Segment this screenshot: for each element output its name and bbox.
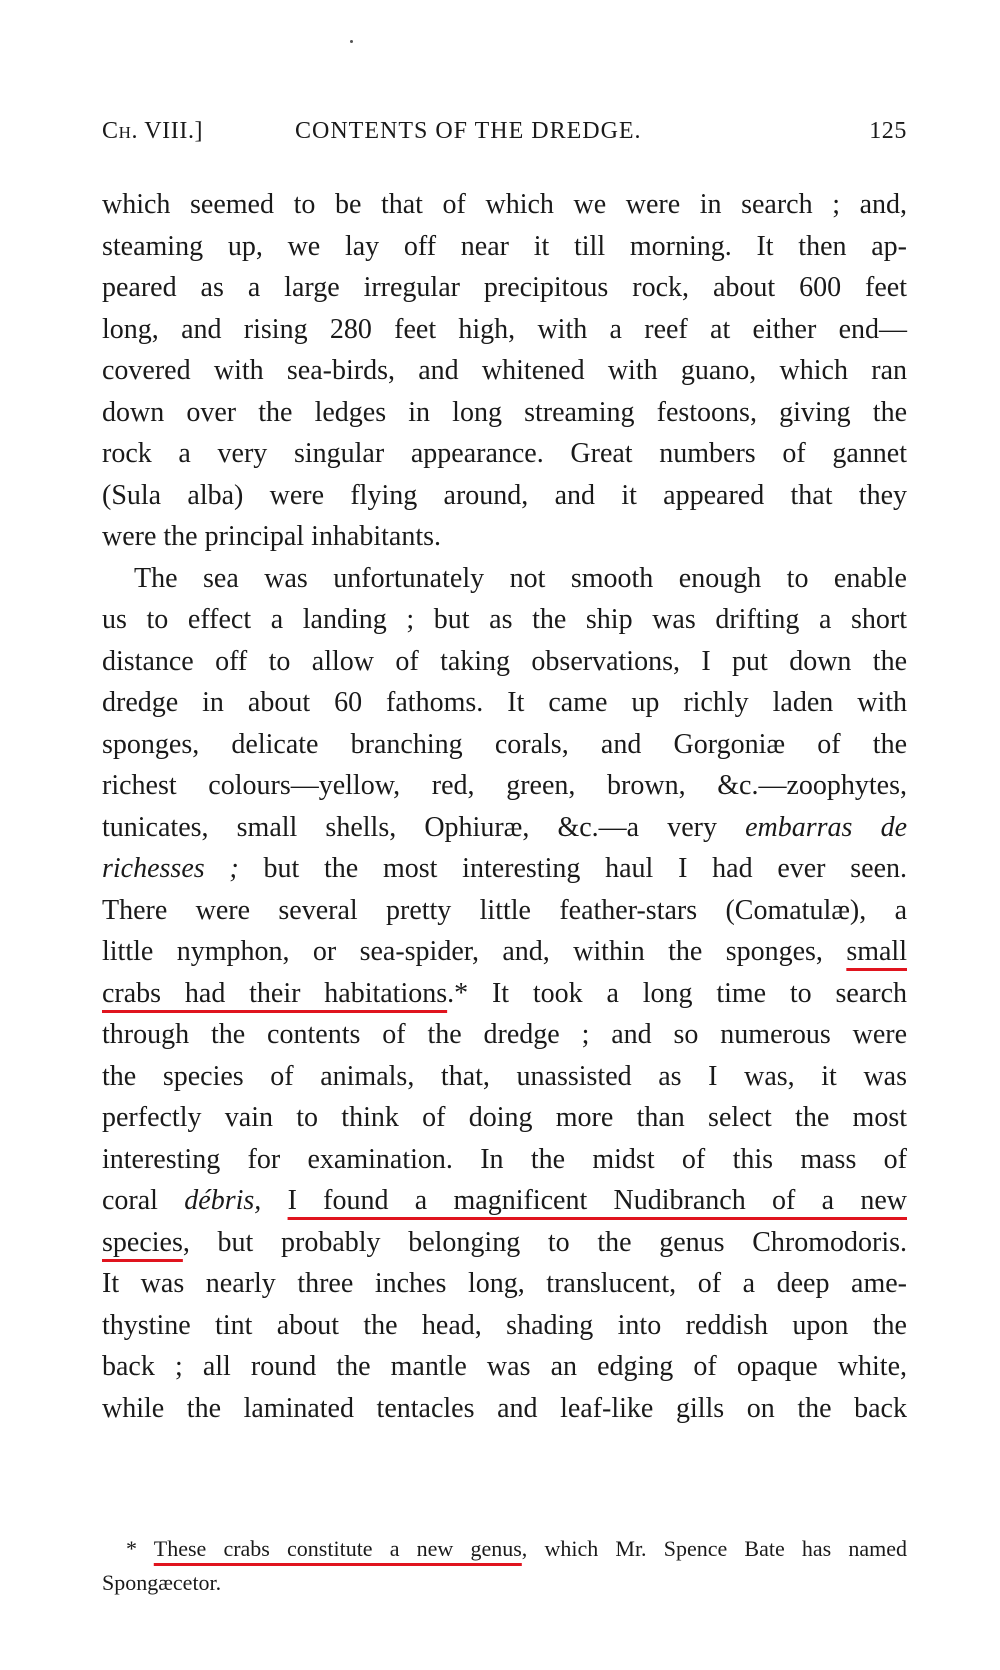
text-segment: little nymphon, or sea-spider, and, within the sponges, <box>102 936 847 967</box>
text-segment: , but probably belonging to the genus Chromodoris. <box>182 1226 907 1258</box>
text-segment: There were several pretty little feather-stars (Comatulæ), a <box>102 894 907 926</box>
text-segment: rock a very singular appearance. Great numbers of gannet <box>102 438 907 469</box>
text-line <box>102 183 907 227</box>
underlined-phrase: small <box>846 936 907 967</box>
text-line <box>102 349 907 393</box>
page-number: 125 <box>869 118 907 144</box>
text-segment: Spongæcetor. <box>102 1570 222 1595</box>
underlined-phrase: These crabs constitute a new genus <box>153 1536 522 1561</box>
text-segment: It was nearly three inches long, translucent, of a deep ame- <box>102 1268 907 1299</box>
text-segment: while the laminated tentacles and leaf-like gills on the back <box>102 1392 907 1424</box>
text-line <box>102 1221 907 1265</box>
text-line <box>102 847 907 891</box>
text-line <box>102 515 907 559</box>
text-segment: sponges, delicate branching corals, and Gorgoniæ of the <box>102 728 907 760</box>
running-header <box>102 118 907 154</box>
text-line <box>102 474 907 518</box>
text-segment: dredge in about 60 fathoms. It came up richly laden with <box>102 687 907 718</box>
text-segment: (Sula alba) were flying around, and it appeared that they <box>102 479 907 511</box>
text-line <box>102 681 907 725</box>
text-segment: , which Mr. Spence Bate has named <box>521 1536 907 1561</box>
text-line <box>102 1345 907 1389</box>
text-segment: perfectly vain to think of doing more than select the most <box>102 1102 907 1133</box>
text-line <box>102 1566 907 1600</box>
italic-phrase: embarras de <box>745 811 907 843</box>
text-segment: distance off to allow of taking observations, I put down the <box>102 645 907 677</box>
text-segment: .* It took a long time to search <box>447 977 907 1009</box>
text-line <box>102 640 907 684</box>
text-line <box>102 432 907 476</box>
text-segment: us to effect a landing ; but as the ship was drifting a short <box>102 604 907 635</box>
text-segment: tunicates, small shells, Ophiuræ, &c.—a very <box>102 811 746 843</box>
text-segment: thystine tint about the head, shading into reddish upon the <box>102 1309 907 1341</box>
print-speck <box>350 40 353 43</box>
text-segment: richest colours—yellow, red, green, brown, &c.—zoophytes, <box>102 770 907 801</box>
running-title: CONTENTS OF THE DREDGE. <box>295 118 642 144</box>
text-segment: interesting for examination. In the midst of this mass of <box>102 1143 907 1175</box>
text-line <box>102 723 907 767</box>
text-line <box>102 1055 907 1099</box>
text-segment: covered with sea-birds, and whitened with guano, which ran <box>102 355 907 386</box>
underlined-phrase: species <box>102 1226 183 1258</box>
text-segment: long, and rising 280 feet high, with a reef at either end— <box>102 313 907 345</box>
text-line <box>102 391 907 435</box>
text-segment: but the most interesting haul I had ever seen. <box>238 853 907 884</box>
text-segment: peared as a large irregular precipitous rock, about 600 feet <box>102 272 907 303</box>
text-segment: * <box>126 1536 154 1561</box>
text-segment: through the contents of the dredge ; and so numerous were <box>102 1019 907 1050</box>
text-segment: were the principal inhabitants. <box>102 521 441 552</box>
text-line <box>102 930 907 974</box>
text-segment: back ; all round the mantle was an edging of opaque white, <box>102 1351 907 1382</box>
text-line <box>102 598 907 642</box>
text-line <box>102 1138 907 1182</box>
text-segment: the species of animals, that, unassisted as I was, it was <box>102 1060 907 1092</box>
text-line <box>102 972 907 1016</box>
text-segment: steaming up, we lay off near it till morning. It then ap- <box>102 230 907 262</box>
text-segment: The sea was unfortunately not smooth enough to enable <box>134 562 907 594</box>
text-line <box>102 225 907 269</box>
text-line <box>102 806 907 850</box>
text-line <box>102 1262 907 1306</box>
italic-phrase: débris, <box>184 1185 262 1216</box>
text-line <box>102 889 907 933</box>
text-segment: which seemed to be that of which we were in search ; and, <box>102 189 907 220</box>
text-segment <box>261 1185 287 1216</box>
text-line <box>102 1304 907 1348</box>
text-line <box>102 308 907 352</box>
text-line <box>102 764 907 808</box>
text-segment: down over the ledges in long streaming festoons, giving the <box>102 396 907 428</box>
text-line <box>102 1532 907 1566</box>
underlined-phrase: I found a magnificent Nudibranch of a new <box>287 1185 907 1216</box>
text-line <box>102 1013 907 1057</box>
text-line <box>102 1387 907 1431</box>
text-segment: coral <box>102 1185 185 1216</box>
text-line <box>102 557 907 601</box>
underlined-phrase: crabs had their habitations <box>102 977 448 1009</box>
text-line <box>102 1096 907 1140</box>
italic-phrase: richesses ; <box>102 853 239 884</box>
text-line <box>102 266 907 310</box>
text-line <box>102 1179 907 1223</box>
chapter-label: Ch. VIII.] <box>102 118 204 144</box>
